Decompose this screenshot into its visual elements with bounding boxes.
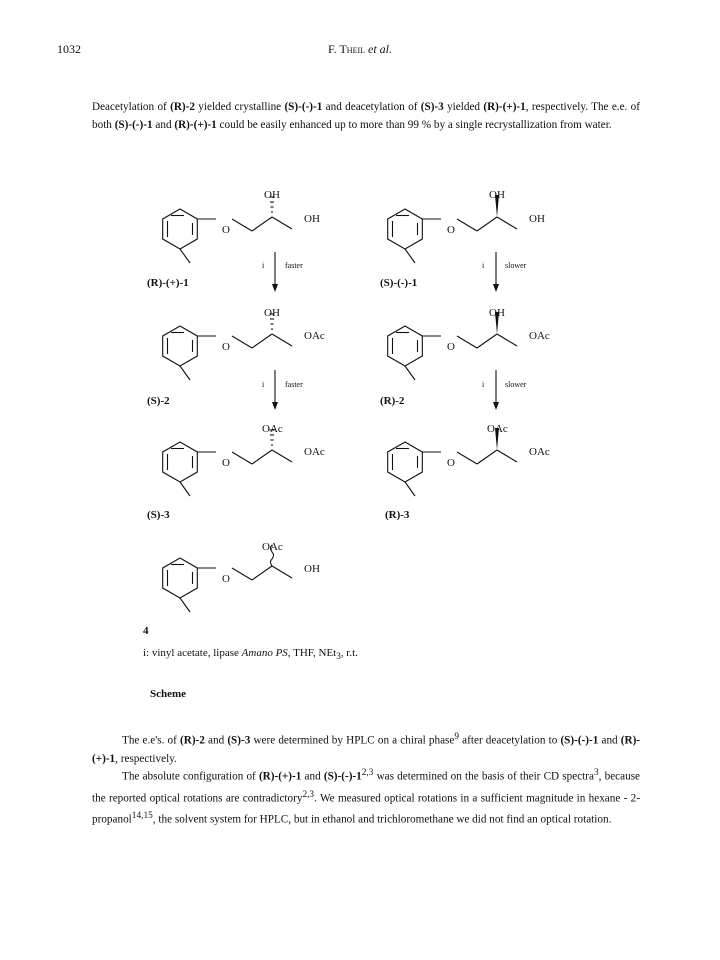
compound-label: (R)-3	[385, 509, 410, 521]
reagent-label: i	[482, 261, 485, 270]
text-run: , THF, NEt	[287, 647, 337, 659]
atom-o: O	[222, 573, 230, 585]
arrow-faster-2	[272, 370, 278, 410]
body-paragraph-1	[92, 728, 640, 768]
text-run: The absolute configuration of	[122, 770, 259, 783]
compound-ref: (R)-2	[170, 101, 195, 113]
atom-o: O	[222, 341, 230, 353]
arrow-slower-2	[493, 370, 499, 410]
atom-o: O	[222, 457, 230, 469]
reagent-label: i	[482, 380, 485, 389]
text-run: and	[598, 734, 621, 747]
compound-ref: (R)-(+)-1	[92, 734, 641, 765]
molecule-r-plus-1	[147, 189, 320, 289]
page-number: 1032	[57, 42, 81, 56]
citation: 2,3	[361, 768, 374, 778]
atom-oh: OH	[489, 189, 505, 201]
et-al: et al.	[368, 42, 393, 56]
text-run: and	[152, 119, 175, 131]
compound-ref: (S)-(-)-1	[114, 119, 153, 131]
text-run: was determined on the basis of their CD spectra	[373, 770, 594, 783]
compound-ref: (S)-(-)-1	[284, 101, 323, 113]
text-run: i: vinyl acetate, lipase	[143, 647, 242, 659]
text-run: , respectively. The e.e. of both	[92, 101, 640, 131]
molecule-r-2	[380, 307, 550, 407]
text-run: , the solvent system for HPLC, but in ethanol and trichloromethane we did not find an optical rotation.	[152, 814, 612, 827]
compound-label: (S)-(-)-1	[380, 277, 418, 289]
atom-oh: OH	[304, 563, 320, 575]
rate-label: slower	[505, 261, 527, 270]
molecule-s-2	[147, 307, 325, 407]
compound-ref: (S)-3	[227, 734, 251, 747]
molecule-s-minus-1	[380, 189, 545, 289]
compound-ref: (S)-3	[420, 101, 444, 113]
arrow-slower-1	[493, 252, 499, 292]
compound-ref: (R)-2	[180, 734, 205, 747]
molecule-s-3	[147, 423, 325, 521]
body-paragraph-2	[92, 764, 640, 829]
author-name: F. Theil	[327, 42, 366, 56]
rate-label: faster	[285, 261, 303, 270]
text-run: The e.e's. of	[122, 734, 181, 747]
citation: 2,3	[302, 789, 315, 800]
atom-oh: OH	[304, 213, 320, 225]
compound-ref: (S)-(-)-1	[560, 734, 599, 747]
enzyme-name: Amano PS	[241, 647, 288, 659]
compound-ref: (R)-(+)-1	[174, 119, 217, 131]
reaction-scheme	[0, 180, 720, 680]
atom-o: O	[222, 224, 230, 236]
text-run: . We measured optical rotations in a sufficient magnitude in hexane - 2-propanol	[92, 792, 640, 827]
rate-label: faster	[285, 380, 303, 389]
atom-oac: OAc	[262, 423, 283, 435]
atom-oac: OAc	[304, 446, 325, 458]
compound-label: (S)-3	[147, 509, 170, 521]
text-run: and deacetylation of	[322, 101, 421, 113]
text-run: and	[301, 770, 324, 783]
reagent-label: i	[262, 261, 265, 270]
citation: 14,15	[131, 811, 153, 822]
rate-label: slower	[505, 380, 527, 389]
text-run: were determined by HPLC on a chiral phase	[250, 734, 455, 747]
atom-o: O	[447, 224, 455, 236]
scheme-footnote	[143, 647, 358, 661]
compound-label: (S)-2	[147, 395, 170, 407]
atom-oac: OAc	[529, 446, 550, 458]
compound-ref: (S)-(-)-1	[323, 770, 362, 783]
reagent-label: i	[262, 380, 265, 389]
molecule-4	[163, 541, 320, 612]
citation: 9	[454, 732, 460, 742]
text-run: , respectively.	[115, 752, 177, 765]
atom-oh: OH	[529, 213, 545, 225]
atom-oh: OH	[489, 307, 505, 319]
text-run: , because the reported optical rotations are contradictory	[92, 770, 641, 805]
text-run: could be easily enhanced up to more than 99 % by a single recrystallization from water.	[216, 119, 612, 131]
text-run: , r.t.	[340, 647, 358, 659]
compound-label: (R)-(+)-1	[147, 277, 189, 289]
atom-o: O	[447, 457, 455, 469]
scheme-title: Scheme	[150, 688, 187, 700]
compound-label-4: 4	[143, 625, 149, 637]
compound-ref: (R)-(+)-1	[258, 770, 302, 783]
subscript: 3	[336, 651, 341, 662]
text-run: yielded crystalline	[194, 101, 285, 113]
atom-oh: OH	[264, 307, 280, 319]
arrow-faster-1	[272, 252, 278, 292]
atom-oac: OAc	[304, 330, 325, 342]
text-run: yielded	[443, 101, 484, 113]
atom-oac: OAc	[262, 541, 283, 553]
running-header	[0, 42, 720, 57]
text-run: Deacetylation of	[92, 101, 171, 113]
citation: 3	[593, 768, 599, 778]
molecule-r-3	[385, 423, 550, 521]
atom-o: O	[447, 341, 455, 353]
intro-paragraph	[92, 98, 640, 134]
atom-oac: OAc	[487, 423, 508, 435]
text-run: and	[204, 734, 228, 747]
atom-oac: OAc	[529, 330, 550, 342]
atom-oh: OH	[264, 189, 280, 201]
compound-label: (R)-2	[380, 395, 405, 407]
text-run: after deacetylation to	[459, 734, 561, 747]
compound-ref: (R)-(+)-1	[483, 101, 526, 113]
